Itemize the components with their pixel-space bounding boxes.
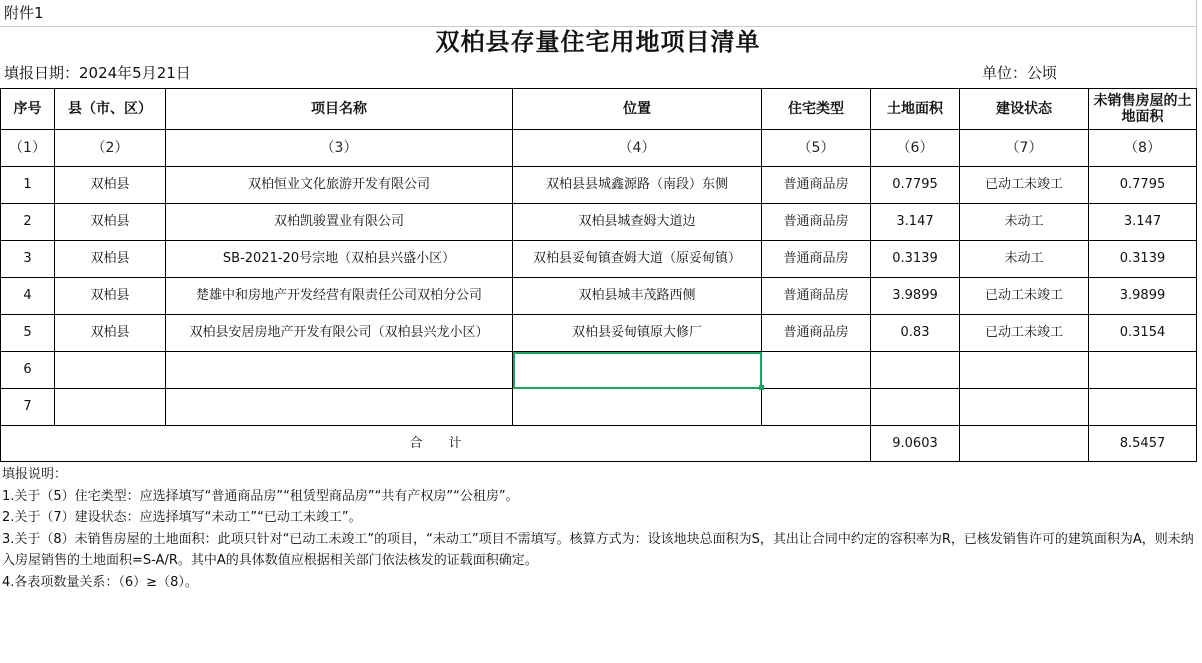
project-name-cell[interactable]: 双柏县安居房地产开发有限公司（双柏县兴龙小区） bbox=[166, 315, 513, 352]
table-row bbox=[1, 204, 1197, 241]
header-cell[interactable]: 土地面积 bbox=[871, 89, 960, 130]
housing-type-cell[interactable]: 普通商品房 bbox=[762, 167, 871, 204]
row-index-cell[interactable]: 6 bbox=[1, 352, 55, 389]
land-area-cell[interactable]: 0.7795 bbox=[871, 167, 960, 204]
total-label[interactable]: 合 计 bbox=[1, 426, 871, 462]
location-cell[interactable]: 双柏县妥甸镇原大修厂 bbox=[513, 315, 762, 352]
county-cell[interactable]: 双柏县 bbox=[55, 315, 166, 352]
table-row bbox=[1, 241, 1197, 278]
table-row bbox=[1, 352, 1197, 389]
construction-status-cell[interactable] bbox=[960, 389, 1089, 426]
notes-heading: 填报说明： bbox=[2, 467, 68, 482]
project-name-cell[interactable] bbox=[166, 389, 513, 426]
land-area-cell[interactable]: 3.147 bbox=[871, 204, 960, 241]
column-number-row bbox=[1, 130, 1197, 167]
housing-type-cell[interactable] bbox=[762, 352, 871, 389]
document-title: 双柏县存量住宅用地项目清单 bbox=[435, 28, 761, 56]
header-cell[interactable]: 序号 bbox=[1, 89, 55, 130]
fill-handle[interactable] bbox=[759, 385, 764, 390]
header-cell[interactable]: 未销售房屋的土地面积 bbox=[1089, 89, 1197, 130]
location-cell[interactable]: 双柏县妥甸镇查姆大道（原妥甸镇） bbox=[513, 241, 762, 278]
unsold-land-area-cell[interactable] bbox=[1089, 389, 1197, 426]
housing-type-cell[interactable]: 普通商品房 bbox=[762, 204, 871, 241]
county-cell[interactable] bbox=[55, 352, 166, 389]
header-cell[interactable]: 县（市、区） bbox=[55, 89, 166, 130]
row-index-cell[interactable]: 7 bbox=[1, 389, 55, 426]
project-name-cell[interactable]: SB-2021-20号宗地（双柏县兴盛小区） bbox=[166, 241, 513, 278]
unsold-land-area-cell[interactable]: 3.9899 bbox=[1089, 278, 1197, 315]
unsold-land-area-cell[interactable]: 0.3139 bbox=[1089, 241, 1197, 278]
table-row bbox=[1, 315, 1197, 352]
header-row bbox=[1, 89, 1197, 130]
land-area-cell[interactable]: 0.3139 bbox=[871, 241, 960, 278]
row-index-cell[interactable]: 2 bbox=[1, 204, 55, 241]
location-cell[interactable] bbox=[513, 352, 762, 389]
project-name-cell[interactable]: 双柏凯骏置业有限公司 bbox=[166, 204, 513, 241]
project-name-cell[interactable] bbox=[166, 352, 513, 389]
unsold-land-area-cell[interactable]: 0.7795 bbox=[1089, 167, 1197, 204]
fill-instructions bbox=[2, 464, 1196, 593]
project-table bbox=[0, 88, 1197, 462]
location-cell[interactable]: 双柏县城丰茂路西侧 bbox=[513, 278, 762, 315]
county-cell[interactable]: 双柏县 bbox=[55, 204, 166, 241]
construction-status-cell[interactable]: 已动工未竣工 bbox=[960, 167, 1089, 204]
row-index-cell[interactable]: 5 bbox=[1, 315, 55, 352]
construction-status-cell[interactable] bbox=[960, 352, 1089, 389]
row-index-cell[interactable]: 3 bbox=[1, 241, 55, 278]
column-number-cell[interactable]: （2） bbox=[55, 130, 166, 167]
header-cell[interactable]: 位置 bbox=[513, 89, 762, 130]
construction-status-cell[interactable]: 已动工未竣工 bbox=[960, 315, 1089, 352]
column-number-cell[interactable]: （6） bbox=[871, 130, 960, 167]
column-number-cell[interactable]: （5） bbox=[762, 130, 871, 167]
unsold-land-area-cell[interactable]: 3.147 bbox=[1089, 204, 1197, 241]
location-cell[interactable] bbox=[513, 389, 762, 426]
header-cell[interactable]: 住宅类型 bbox=[762, 89, 871, 130]
note-item: 4.各表项数量关系：（6）≥（8）。 bbox=[2, 574, 198, 590]
land-area-cell[interactable]: 3.9899 bbox=[871, 278, 960, 315]
note-item: 3.关于（8）未销售房屋的土地面积：此项只针对“已动工未竣工”的项目，“未动工”项目不需填写。核算方式为：设该地块总面积为S，其出让合同中约定的容积率为R，已核发销售许可的建筑面积为A，则未纳入房屋销售的土地面积=S-A/R。其中A的具体数值应根据相关部门依法核发的证载面积确定。 bbox=[2, 531, 1194, 568]
unsold-land-area-cell[interactable] bbox=[1089, 352, 1197, 389]
fill-date: 填报日期：2024年5月21日 bbox=[4, 64, 191, 82]
county-cell[interactable]: 双柏县 bbox=[55, 241, 166, 278]
housing-type-cell[interactable] bbox=[762, 389, 871, 426]
total-row bbox=[1, 426, 1197, 462]
row-index-cell[interactable]: 4 bbox=[1, 278, 55, 315]
table-row bbox=[1, 167, 1197, 204]
construction-status-cell[interactable]: 已动工未竣工 bbox=[960, 278, 1089, 315]
table-row bbox=[1, 389, 1197, 426]
column-number-cell[interactable]: （7） bbox=[960, 130, 1089, 167]
construction-status-cell[interactable]: 未动工 bbox=[960, 241, 1089, 278]
note-item: 2.关于（7）建设状态：应选择填写“未动工”“已动工未竣工”。 bbox=[2, 510, 362, 525]
table-row bbox=[1, 278, 1197, 315]
location-cell[interactable]: 双柏县城查姆大道边 bbox=[513, 204, 762, 241]
county-cell[interactable] bbox=[55, 389, 166, 426]
land-area-cell[interactable] bbox=[871, 352, 960, 389]
housing-type-cell[interactable]: 普通商品房 bbox=[762, 241, 871, 278]
construction-status-cell[interactable]: 未动工 bbox=[960, 204, 1089, 241]
total-land-area[interactable]: 9.0603 bbox=[871, 426, 960, 462]
project-name-cell[interactable]: 双柏恒业文化旅游开发有限公司 bbox=[166, 167, 513, 204]
column-number-cell[interactable]: （4） bbox=[513, 130, 762, 167]
project-name-cell[interactable]: 楚雄中和房地产开发经营有限责任公司双柏分公司 bbox=[166, 278, 513, 315]
county-cell[interactable]: 双柏县 bbox=[55, 278, 166, 315]
land-area-cell[interactable] bbox=[871, 389, 960, 426]
column-number-cell[interactable]: （3） bbox=[166, 130, 513, 167]
total-empty-cell[interactable] bbox=[960, 426, 1089, 462]
location-cell[interactable]: 双柏县县城鑫源路（南段）东侧 bbox=[513, 167, 762, 204]
unsold-land-area-cell[interactable]: 0.3154 bbox=[1089, 315, 1197, 352]
note-item: 1.关于（5）住宅类型：应选择填写“普通商品房”“租赁型商品房”“共有产权房”“公租房”。 bbox=[2, 488, 519, 504]
county-cell[interactable]: 双柏县 bbox=[55, 167, 166, 204]
header-cell[interactable]: 项目名称 bbox=[166, 89, 513, 130]
column-number-cell[interactable]: （1） bbox=[1, 130, 55, 167]
unit-label: 单位：公顷 bbox=[982, 64, 1058, 82]
housing-type-cell[interactable]: 普通商品房 bbox=[762, 315, 871, 352]
total-unsold-area[interactable]: 8.5457 bbox=[1089, 426, 1197, 462]
row-index-cell[interactable]: 1 bbox=[1, 167, 55, 204]
column-number-cell[interactable]: （8） bbox=[1089, 130, 1197, 167]
land-area-cell[interactable]: 0.83 bbox=[871, 315, 960, 352]
annex-label: 附件1 bbox=[4, 4, 44, 22]
header-cell[interactable]: 建设状态 bbox=[960, 89, 1089, 130]
housing-type-cell[interactable]: 普通商品房 bbox=[762, 278, 871, 315]
